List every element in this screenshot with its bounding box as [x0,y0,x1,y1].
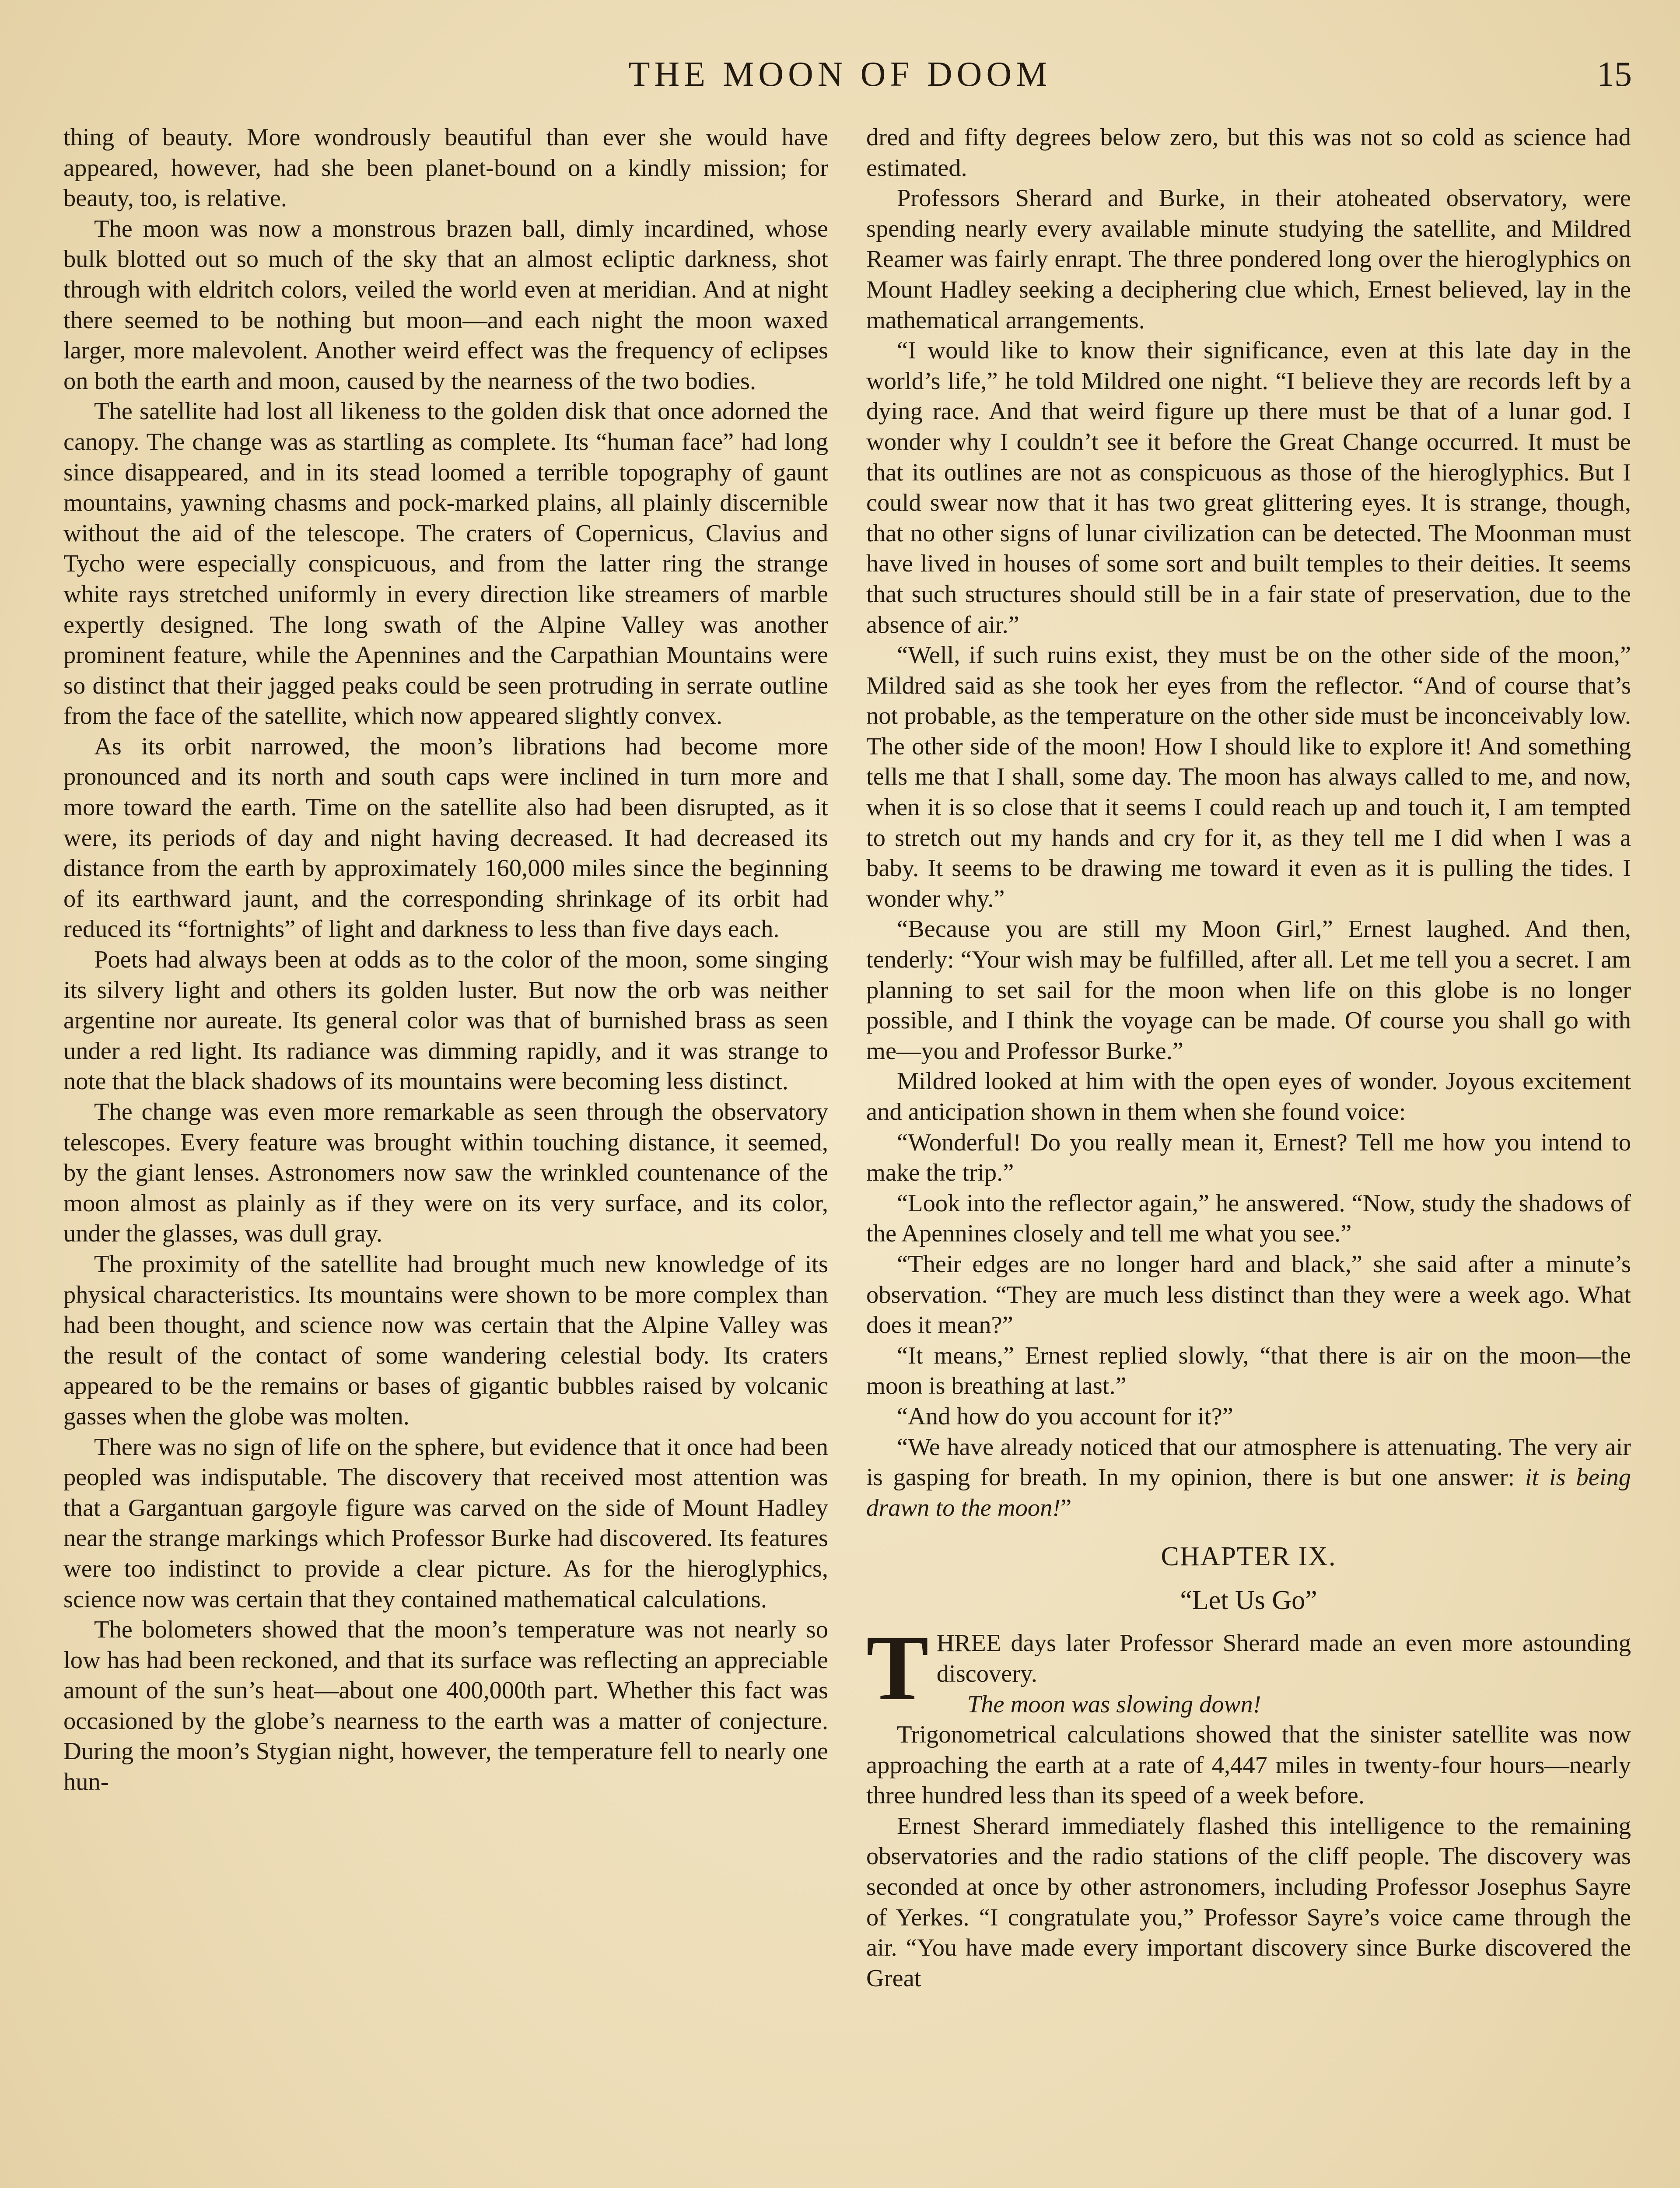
paragraph: “Wonderful! Do you really mean it, Ernest? Tell me how you intend to make the trip.” [866,1129,1631,1187]
left-column [63,123,828,2188]
paragraph: The satellite had lost all likeness to the golden disk that once adorned the canopy. The change was as startling as complete. Its “human face” had long since disappeared, and in its stead loomed a terrible topography of gaunt mountains, yawning chasms and pock-marked plains, all plainly discernible without the aid of the telescope. The craters of Copernicus, Clavius and Tycho were especially conspicuous, and from the latter ring the strange white rays stretched uniformly in every direction like streamers of marble expertly designed. The long swath of the Alpine Valley was another prominent feature, while the Apennines and the Carpathian Mountains were so distinct that their jagged peaks could be seen protruding in serrate outline from the face of the satellite, which now appeared slightly convex. [63,398,828,730]
quote-text: “We have already noticed that our atmosphere is attenuating. The very air is gasping for breath. In my opinion, there is but one answer: [866,1433,1631,1491]
paragraph: “Look into the reflector again,” he answered. “Now, study the shadows of the Apennines closely and tell me what you see.” [866,1189,1631,1248]
paragraph: There was no sign of life on the sphere, but evidence that it once had been peopled was indisputable. The discovery that received most attention was that a Gargantuan gargoyle figure was carved on the side of Mount Hadley near the strange markings which Professor Burke had discovered. Its features were too indistinct to provide a clear picture. As for the hieroglyphics, science now was certain that they contained mathematical calculations. [63,1433,828,1613]
paragraph: Mildred looked at him with the open eyes of wonder. Joyous excitement and anticipation shown in them when she found voice: [866,1068,1631,1126]
paragraph: “Well, if such ruins exist, they must be on the other side of the moon,” Mildred said as she took her eyes from the reflector. “And of course that’s not probable, as the temperature on the other side must be inconceivably low. The other side of the moon! How I should like to explore it! And something tells me that I shall, some day. The moon has always called to me, and now, when it is so close that it seems I could reach up and touch it, I am tempted to stretch out my hands and cry for it, as they tell me I did when I was a baby. It seems to be drawing me toward it even as it is pulling the tides. I wonder why.” [866,642,1631,912]
quote-close: ” [1060,1494,1072,1522]
paragraph [866,1432,1631,1524]
page-header [0,48,1680,101]
paragraph: The change was even more remarkable as seen through the observatory telescopes. Every feature was brought within touching distance, it seemed, by the giant lenses. Astronomers now saw the wrinkled countenance of the moon almost as plainly as if they were on its very surface, and its color, under the glasses, was dull gray. [63,1098,828,1248]
opening-text: HREE days later Professor Sherard made an even more astounding discovery. [936,1630,1631,1687]
paragraph: Poets had always been at odds as to the color of the moon, some singing its silvery light and others its golden luster. But now the orb was neither argentine nor aureate. Its general color was that of burnished brass as seen under a red light. Its radiance was dimming rapidly, and it was strange to note that the black shadows of its mountains were becoming less distinct. [63,946,828,1095]
paragraph: The proximity of the satellite had brought much new knowledge of its physical characteristics. Its mountains were shown to be more complex than had been thought, and science now was certain that the Alpine Valley was the result of the contact of some wandering celestial body. Its craters appeared to be the remains or bases of gigantic bubbles raised by volcanic gasses when the globe was molten. [63,1250,828,1430]
paragraph: Ernest Sherard immediately flashed this intelligence to the remaining observatories and the radio stations of the cliff people. The discovery was seconded at once by other astronomers, including Professor Josephus Sayre of Yerkes. “I congratulate you,” Professor Sayre’s voice came through the air. “You have made every important discovery since Burke discovered the Great [866,1812,1631,1992]
paragraph: “And how do you account for it?” [897,1403,1233,1430]
paragraph: “Because you are still my Moon Girl,” Ernest laughed. And then, tenderly: “Your wish may be fulfilled, after all. Let me tell you a secret. I am planning to set sail for the moon when life on this globe is no longer possible, and I think the voyage can be made. Of course you shall go with me—you and Professor Burke.” [866,915,1631,1065]
paragraph: Professors Sherard and Burke, in their atoheated observatory, were spending nearly every available minute studying the satellite, and Mildred Reamer was fairly enrapt. The three pondered long over the hieroglyphics on Mount Hadley seeking a deciphering clue which, Ernest believed, lay in the mathematical arrangements. [866,185,1631,334]
paragraph: “I would like to know their significance, even at this late day in the world’s life,” he told Mildred one night. “I believe they are records left by a dying race. And that weird figure up there must be that of a lunar god. I wonder why I couldn’t see it before the Great Change occurred. It must be that its outlines are not as conspicuous as those of the hieroglyphics. But I could swear now that it has two great glittering eyes. It is strange, though, that no other signs of lunar civilization can be detected. The Moonman must have lived in houses of some sort and built temples to their deities. It seems that such structures should still be in a fair state of preservation, due to the absence of air.” [866,337,1631,638]
running-title: THE MOON OF DOOM [628,55,1052,94]
paragraph: “Their edges are no longer hard and black,” she said after a minute’s observation. “They are much less distinct than they were a week ago. What does it mean?” [866,1250,1631,1339]
paragraph: As its orbit narrowed, the moon’s librations had become more pronounced and its north and south caps were inclined in turn more and more toward the earth. Time on the satellite also had been disrupted, as it were, its periods of day and night having decreased. It had decreased its distance from the earth by approximately 160,000 miles since the beginning of its earthward jaunt, and the corresponding shrinkage of its orbit had reduced its “fortnights” of light and darkness to less than five days each. [63,733,828,943]
quote-italic: it is being drawn to the moon! [866,1464,1631,1522]
page-number: 15 [1597,55,1632,94]
paragraph: dred and fifty degrees below zero, but this was not so cold as science had estimated. [866,124,1631,182]
paragraph: Trigonometrical calculations showed that the sinister satellite was now approaching the earth at a rate of 4,447 miles in twenty-four hours—nearly three hundred less than its speed of a week before. [866,1721,1631,1809]
drop-cap: T [866,1616,929,1720]
chapter-heading: CHAPTER IX. [1161,1542,1337,1572]
paragraph: “It means,” Ernest replied slowly, “that there is air on the moon—the moon is breathing at last.” [866,1342,1631,1400]
paragraph: The moon was now a monstrous brazen ball, dimly incardined, whose bulk blotted out so much of the sky that an almost ecliptic darkness, shot through with eldritch colors, veiled the world even at meridian. And at night there seemed to be nothing but moon—and each night the moon waxed larger, more malevolent. Another weird effect was the frequency of eclipses on both the earth and moon, caused by the nearness of the two bodies. [63,215,828,395]
paragraph: The bolometers showed that the moon’s temperature was not nearly so low has had been reckoned, and that its surface was reflecting an appreciable amount of the sun’s heat—about one 400,000th part. Whether this fact was occasioned by the globe’s nearness to the earth was a matter of conjecture. During the moon’s Stygian night, however, the temperature fell to nearly one hun- [63,1616,828,1796]
right-column [866,123,1631,2188]
italic-line: The moon was slowing down! [967,1690,1261,1718]
chapter-title: “Let Us Go” [1180,1585,1317,1616]
paragraph: thing of beauty. More wondrously beautiful than ever she would have appeared, however, had she been planet-bound on a kindly mission; for beauty, too, is relative. [63,124,828,212]
